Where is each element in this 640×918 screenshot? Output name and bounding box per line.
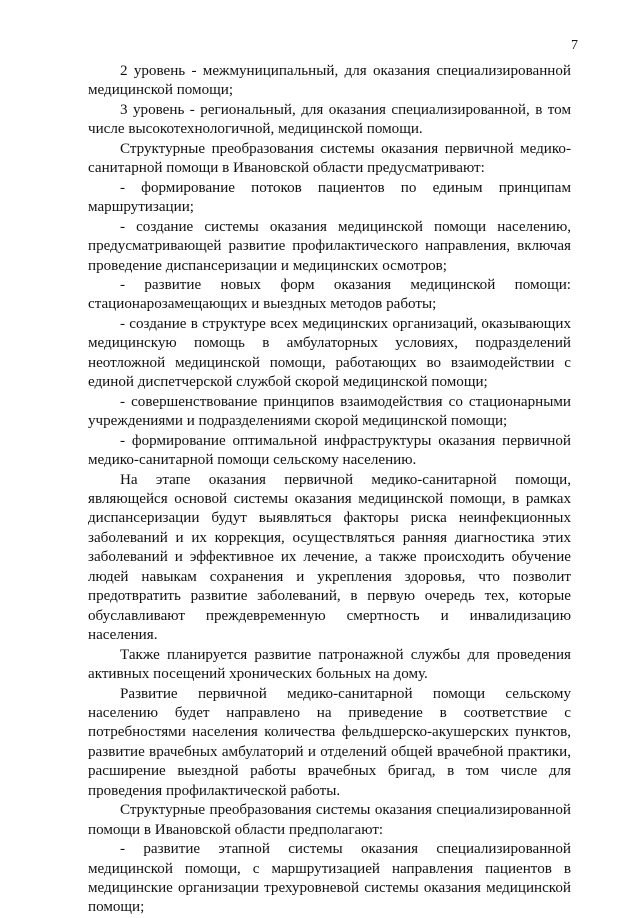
list-item: - развитие этапной системы оказания специализированной медицинской помощи, с маршрутизацией направления пациентов в медицинские организации трехуровневой системы оказания медицинской помощи;: [88, 841, 571, 916]
list-item: - совершенствование принципов взаимодействия со стационарными учреждениями и подразделениями скорой медицинской помощи;: [88, 393, 571, 430]
paragraph: Структурные преобразования системы оказания специализированной помощи в Ивановской области предполагают:: [88, 802, 571, 838]
paragraph: Развитие первичной медико-санитарной помощи сельскому населению будет направлено на приведение в соответствие с потребностями населения количества фельдшерско-акушерских пунктов, развитие врачебных амбулаторий и отделений общей врачебной практики, расширение выездной работы врачебных бригад, в том числе для проведения профилактической работы.: [88, 685, 571, 799]
body-text: [88, 62, 571, 918]
paragraph: На этапе оказания первичной медико-санитарной помощи, являющейся основой системы оказания медицинской помощи, в рамках диспансеризации будут выявляться факторы риска неинфекционных заболеваний и их коррекция, осуществляться ранняя диагностика этих заболеваний и эффективное их лечение, а также происходить обучение людей навыкам сохранения и укрепления здоровья, что позволит предотвратить развитие заболеваний, в первую очередь тех, которые обуславливают преждевременную смертность и инвалидизацию населения.: [88, 471, 571, 644]
paragraph: 3 уровень - региональный, для оказания специализированной, в том числе высокотехнологичной, медицинской помощи.: [88, 101, 571, 138]
paragraph: 2 уровень - межмуниципальный, для оказания специализированной медицинской помощи;: [88, 63, 571, 99]
paragraph: Структурные преобразования системы оказания первичной медико-санитарной помощи в Ивановской области предусматривают:: [88, 140, 571, 177]
list-item: - формирование потоков пациентов по единым принципам маршрутизации;: [88, 179, 571, 216]
list-item: - создание в структуре всех медицинских организаций, оказывающих медицинскую помощь в амбулаторных условиях, подразделений неотложной медицинской помощи, работающих во взаимодействии с единой диспетчерской службой скорой медицинской помощи;: [88, 315, 571, 391]
paragraph: Также планируется развитие патронажной службы для проведения активных посещений хронических больных на дому.: [88, 646, 571, 683]
list-item: - развитие новых форм оказания медицинской помощи: стационарозамещающих и выездных методов работы;: [88, 276, 571, 313]
page-number: 7: [571, 38, 578, 53]
list-item: - формирование оптимальной инфраструктуры оказания первичной медико-санитарной помощи сельскому населению.: [88, 432, 571, 469]
list-item: - создание системы оказания медицинской помощи населению, предусматривающей развитие профилактического направления, включая проведение диспансеризации и медицинских осмотров;: [88, 218, 571, 274]
